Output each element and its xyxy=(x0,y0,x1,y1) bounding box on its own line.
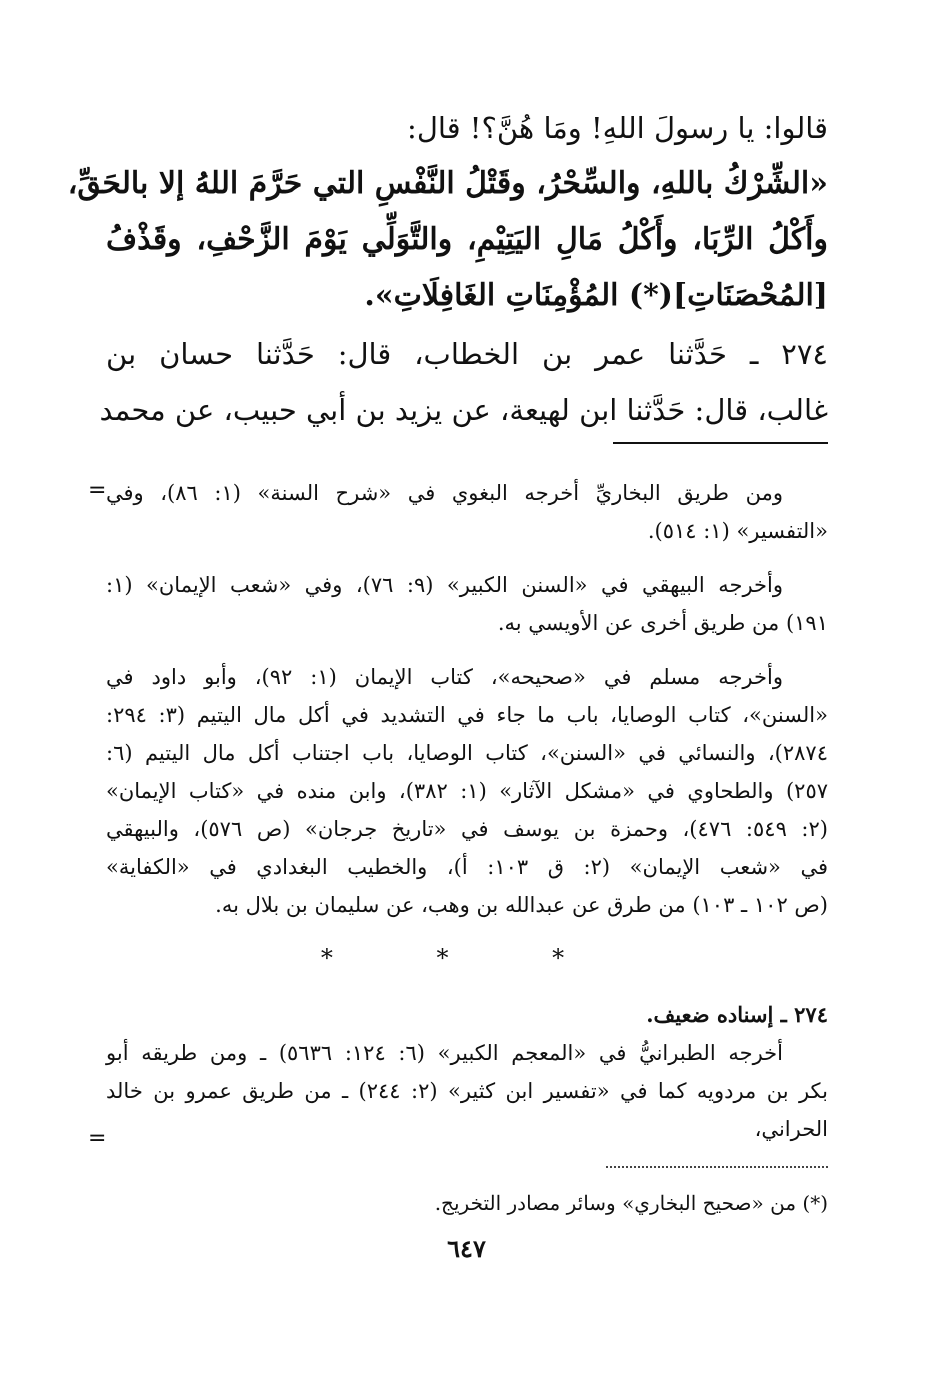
dotted-separator-rule xyxy=(606,1166,828,1168)
footnote-line: «التفسير» (١: ٥١٤). xyxy=(647,519,828,543)
footnote-line: ٢٨٧٤)، والنسائي في «السنن»، كتاب الوصايا، باب اجتناب أكل مال اليتيم (٦: xyxy=(106,741,828,765)
footnote-line: بكر بن مردويه كما في «تفسير ابن كثير» (٢: ٢٤٤) ـ من طريق عمرو بن خالد xyxy=(106,1079,828,1103)
asterisk-note: (*) من «صحيح البخاري» وسائر مصادر التخريج. xyxy=(434,1191,828,1215)
hadith-274-text xyxy=(99,326,828,438)
footnote-line: (٢: ٥٤٩: ٤٧٦)، وحمزة بن يوسف في «تاريخ جرجان» (ص ٥٧٦)، والبيهقي xyxy=(106,817,828,841)
main-line-6: غالب، قال: حَدَّثنا ابن لهيعة، عن يزيد بن أبي حبيب، عن محمد xyxy=(99,393,828,427)
footnote-line: ١٩١) من طريق أخرى عن الأويسي به. xyxy=(497,611,828,635)
footnote-line: وأخرجه مسلم في «صحيحه»، كتاب الإيمان (١: ٩٢)، وأبو داود في xyxy=(106,665,783,689)
footnote-paragraph-3 xyxy=(106,658,828,924)
page-number: ٦٤٧ xyxy=(447,1234,486,1263)
main-line-3: وأَكْلُ الرِّبَا، وأَكْلُ مَالِ اليَتِيْمِ، والتَّوَلِّي يَوْمَ الزَّحْفِ، وقَذْفُ xyxy=(106,222,828,257)
continuation-marker-bottom: = xyxy=(88,1126,107,1151)
footnote-paragraph-1 xyxy=(106,474,828,550)
footnote-separator-rule xyxy=(613,442,828,444)
main-line-5: ٢٧٤ ـ حَدَّثنا عمر بن الخطاب، قال: حَدَّثنا حسان بن xyxy=(106,337,828,371)
footnote-line: وأخرجه البيهقي في «السنن الكبير» (٩: ٧٦)، وفي «شعب الإيمان» (١: xyxy=(106,573,783,597)
footnote-line: أخرجه الطبرانيُّ في «المعجم الكبير» (٦: ١٢٤: ٥٦٣٦) ـ ومن طريقه أبو xyxy=(106,1041,783,1065)
main-line-2: «الشِّرْكُ باللهِ، والسِّحْرُ، وقَتْلُ النَّفْسِ التي حَرَّمَ اللهُ إلا بالحَقِّ، xyxy=(67,166,828,201)
footnote-heading-274 xyxy=(106,996,828,1034)
main-line-1: قالوا: يا رسولَ اللهِ! ومَا هُنَّ؟! قال: xyxy=(407,111,828,145)
continuation-marker-top: = xyxy=(88,478,107,503)
footnote-line: ومن طريق البخاريِّ أخرجه البغوي في «شرح السنة» (١: ٨٦)، وفي xyxy=(106,481,783,505)
footnote-line: الحراني، xyxy=(754,1117,828,1141)
footnote-line: ٢٥٧) والطحاوي في «مشكل الآثار» (١: ٣٨٢)، وابن منده في «كتاب الإيمان» xyxy=(106,779,829,803)
main-text xyxy=(67,100,828,324)
footnote-heading: ٢٧٤ ـ إسناده ضعيف. xyxy=(646,1002,828,1027)
main-line-4: [المُحْصَنَاتِ](*) المُؤْمِنَاتِ الغَافِلَاتِ». xyxy=(364,278,828,313)
footnote-paragraph-4 xyxy=(106,1034,828,1148)
footnote-line: «السنن»، كتاب الوصايا، باب ما جاء في التشديد في أكل مال اليتيم (٣: ٢٩٤: xyxy=(106,703,828,727)
footnote-line: (ص ١٠٢ ـ ١٠٣) من طرق عن عبدالله بن وهب، عن سليمان بن بلال به. xyxy=(215,893,828,917)
footnote-line: في «شعب الإيمان» (٢: ق ١٠٣: أ)، والخطيب البغدادي في «الكفاية» xyxy=(106,855,828,879)
section-stars-divider: * * * xyxy=(320,944,613,972)
asterisk-footnote xyxy=(106,1184,828,1222)
footnote-paragraph-2 xyxy=(106,566,828,642)
